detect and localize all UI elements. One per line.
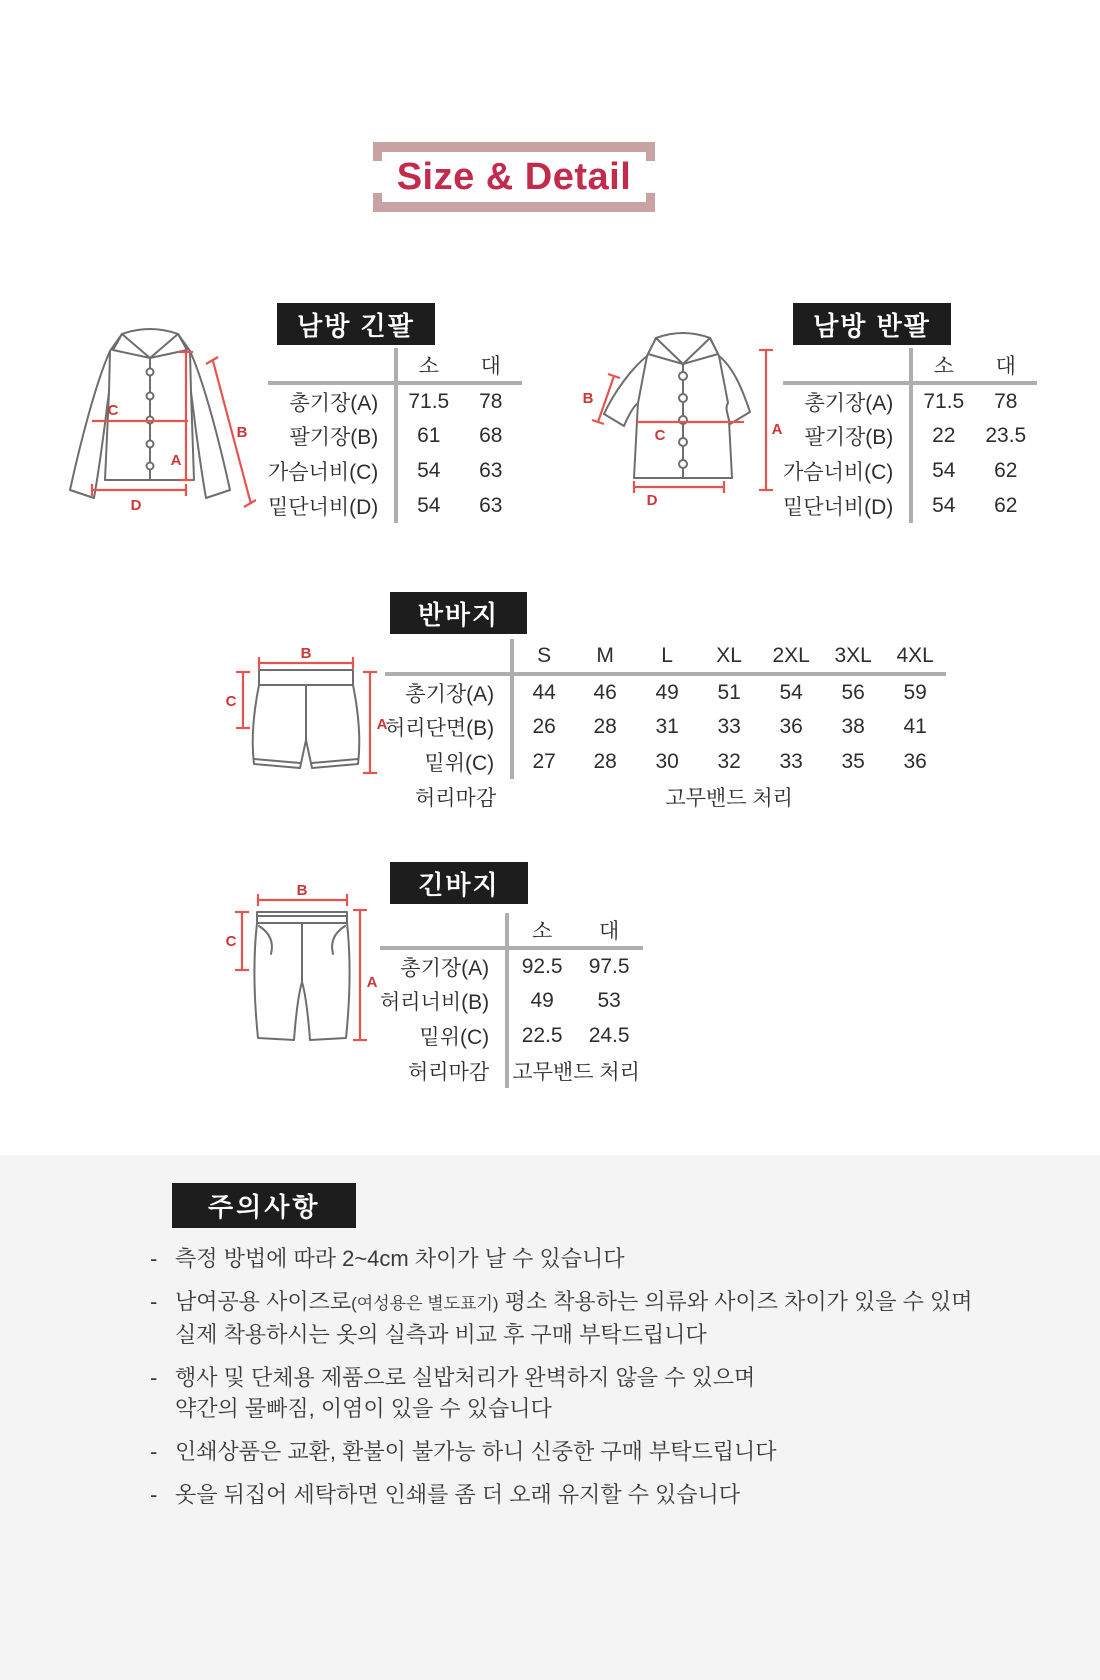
row-label: 총기장(A) — [804, 391, 894, 415]
column-header: L — [636, 639, 698, 674]
table-row — [783, 488, 1037, 523]
size-value: 54 — [396, 488, 459, 523]
measure-label-a: A — [376, 716, 388, 733]
size-value: 23.5 — [985, 423, 1027, 447]
table-row — [268, 453, 522, 488]
size-value: 32 — [717, 749, 741, 773]
measure-label-a: A — [366, 974, 378, 991]
size-table — [380, 913, 643, 1088]
size-value: 51 — [717, 680, 741, 704]
table-row — [268, 488, 522, 523]
shorts-table-mount — [385, 639, 946, 814]
column-header: 2XL — [760, 639, 822, 674]
column-header: 소 — [911, 348, 974, 383]
notice-segment: 약간의 물빠짐, 이염이 있을 수 있습니다 — [175, 1396, 552, 1421]
size-value: 35 — [841, 749, 865, 773]
table-row — [380, 983, 643, 1018]
size-value: 54 — [911, 453, 974, 488]
row-label: 팔기장(B) — [804, 425, 894, 449]
notice-segment: 평소 착용하는 의류와 사이즈 차이가 있을 수 있며 — [498, 1289, 973, 1314]
size-value: 33 — [779, 749, 803, 773]
notice-line — [175, 1436, 776, 1467]
frame-corner — [646, 152, 655, 161]
table-row — [380, 1018, 643, 1053]
row-label: 밑단너비(D) — [268, 495, 379, 519]
size-value: 22 — [911, 418, 974, 453]
bullet-dash: - — [150, 1482, 158, 1507]
notice-item — [150, 1243, 1070, 1274]
size-value: 49 — [507, 983, 575, 1018]
measure-label-b: B — [236, 424, 248, 441]
size-value: 33 — [717, 714, 741, 738]
notice-text — [175, 1286, 973, 1350]
measure-label-c: C — [225, 693, 237, 710]
frame-bar-bottom — [373, 202, 655, 212]
table-row — [385, 709, 946, 744]
frame-bar-top — [373, 142, 655, 152]
notice-segment: 인쇄상품은 교환, 환불이 불가능 하니 신중한 구매 부탁드립니다 — [175, 1439, 777, 1464]
frame-corner — [373, 152, 382, 161]
section-header-shirt-long: 남방 긴팔 — [277, 303, 435, 345]
size-value: 59 — [903, 680, 927, 704]
size-value: 61 — [396, 418, 459, 453]
size-value: 38 — [841, 714, 865, 738]
long-sleeve-shirt-diagram — [46, 294, 256, 526]
measure-label-d: D — [646, 492, 658, 509]
table-row — [385, 744, 946, 779]
size-value: 92.5 — [507, 948, 575, 983]
table-corner-cell — [268, 348, 396, 383]
table-row — [783, 418, 1037, 453]
table-row — [385, 674, 946, 709]
notice-segment: 행사 및 단체용 제품으로 실밥처리가 완벽하지 않을 수 있으며 — [175, 1365, 756, 1390]
size-value: 30 — [655, 749, 679, 773]
shorts-diagram — [220, 640, 392, 782]
footer-label: 허리마감 — [414, 786, 497, 810]
row-label: 가슴너비(C) — [783, 460, 894, 484]
table-row — [268, 383, 522, 418]
size-value: 36 — [903, 749, 927, 773]
column-header: 3XL — [822, 639, 884, 674]
table-header-row — [380, 913, 643, 948]
notice-segment: 남여공용 사이즈로 — [175, 1289, 352, 1314]
row-label: 밑단너비(D) — [783, 495, 894, 519]
notice-text — [175, 1479, 740, 1510]
notice-line — [175, 1479, 740, 1510]
frame-corner — [373, 193, 382, 202]
row-label: 가슴너비(C) — [268, 460, 379, 484]
measure-label-b: B — [582, 390, 594, 407]
pants-table-mount — [380, 913, 643, 1088]
size-value: 44 — [512, 674, 574, 709]
table-corner-cell — [783, 348, 911, 383]
notice-line — [175, 1362, 755, 1393]
measure-label-c: C — [654, 427, 666, 444]
size-value: 28 — [593, 714, 617, 738]
row-label: 허리너비(B) — [380, 990, 490, 1014]
notice-item — [150, 1436, 1070, 1467]
row-label: 팔기장(B) — [289, 425, 379, 449]
table-header-row — [268, 348, 522, 383]
notice-line — [175, 1243, 624, 1274]
notice-text — [175, 1362, 755, 1424]
table-row — [268, 418, 522, 453]
size-value: 26 — [512, 709, 574, 744]
shirt-long-table-mount — [268, 348, 522, 523]
notice-item — [150, 1479, 1070, 1510]
title-frame — [373, 142, 655, 212]
column-header: 대 — [974, 348, 1037, 383]
table-row — [380, 948, 643, 983]
column-header: S — [512, 639, 574, 674]
notice-segment: (여성용은 별도표기) — [351, 1294, 499, 1313]
table-header-row — [783, 348, 1037, 383]
size-value: 49 — [655, 680, 679, 704]
size-value: 71.5 — [911, 383, 974, 418]
column-header: XL — [698, 639, 760, 674]
notice-list — [150, 1243, 1070, 1522]
measure-label-a: A — [170, 452, 182, 469]
notice-line — [175, 1319, 973, 1350]
size-table — [783, 348, 1037, 523]
size-value: 97.5 — [588, 954, 630, 978]
size-value: 54 — [911, 488, 974, 523]
bullet-dash: - — [150, 1439, 158, 1464]
size-table — [268, 348, 522, 523]
bullet-dash: - — [150, 1289, 158, 1314]
notice-item — [150, 1286, 1070, 1350]
footer-value: 고무밴드 처리 — [507, 1053, 643, 1088]
measure-label-d: D — [130, 497, 142, 514]
size-value: 63 — [479, 493, 503, 517]
section-header-shirt-short: 남방 반팔 — [793, 303, 951, 345]
table-footer-row — [380, 1053, 643, 1088]
notice-segment: 옷을 뒤집어 세탁하면 인쇄를 좀 더 오래 유지할 수 있습니다 — [175, 1482, 741, 1507]
column-header: 대 — [575, 913, 643, 948]
size-value: 31 — [655, 714, 679, 738]
size-value: 62 — [994, 493, 1018, 517]
footer-value: 고무밴드 처리 — [665, 786, 793, 810]
row-label: 밑위(C) — [419, 1025, 490, 1049]
column-header: 소 — [396, 348, 459, 383]
table-corner-cell — [385, 639, 512, 674]
table-row — [783, 453, 1037, 488]
size-value: 41 — [903, 714, 927, 738]
size-value: 78 — [479, 389, 503, 413]
notice-line — [175, 1286, 973, 1319]
section-header-shorts: 반바지 — [390, 592, 527, 634]
size-value: 22.5 — [507, 1018, 575, 1053]
size-value: 28 — [593, 749, 617, 773]
footer-label: 허리마감 — [407, 1060, 490, 1084]
row-label: 총기장(A) — [289, 391, 379, 415]
size-value: 56 — [841, 680, 865, 704]
measure-label-c: C — [107, 402, 119, 419]
size-value: 62 — [994, 458, 1018, 482]
column-header: 소 — [507, 913, 575, 948]
column-header: 4XL — [884, 639, 946, 674]
size-value: 36 — [779, 714, 803, 738]
notice-item — [150, 1362, 1070, 1424]
notice-segment: 실제 착용하시는 옷의 실측과 비교 후 구매 부탁드립니다 — [175, 1322, 707, 1347]
measure-label-b: B — [296, 882, 308, 899]
table-footer-row — [385, 779, 946, 814]
measure-label-b: B — [300, 645, 312, 662]
size-value: 53 — [597, 988, 621, 1012]
row-label: 총기장(A) — [405, 682, 495, 706]
frame-corner — [646, 193, 655, 202]
size-value: 78 — [994, 389, 1018, 413]
notice-title: 주의사항 — [172, 1183, 356, 1228]
shirt-short-table-mount — [783, 348, 1037, 523]
measure-label-c: C — [225, 933, 237, 950]
row-label: 허리단면(B) — [385, 716, 495, 740]
notice-segment: 측정 방법에 따라 2~4cm 차이가 날 수 있습니다 — [175, 1246, 625, 1271]
measure-label-a: A — [771, 421, 783, 438]
section-header-pants: 긴바지 — [390, 862, 528, 904]
size-value: 63 — [479, 458, 503, 482]
size-value: 68 — [479, 423, 503, 447]
notice-text — [175, 1243, 624, 1274]
bullet-dash: - — [150, 1246, 158, 1271]
size-value: 71.5 — [396, 383, 459, 418]
page-title: Size & Detail — [396, 156, 632, 198]
size-value: 54 — [779, 680, 803, 704]
size-value: 24.5 — [588, 1023, 630, 1047]
table-corner-cell — [380, 913, 507, 948]
row-label: 밑위(C) — [424, 751, 495, 775]
column-header: M — [574, 639, 636, 674]
bullet-dash: - — [150, 1365, 158, 1390]
pants-diagram — [220, 874, 392, 1046]
notice-section — [0, 1155, 1100, 1680]
size-value: 54 — [396, 453, 459, 488]
column-header: 대 — [459, 348, 522, 383]
short-sleeve-shirt-diagram — [548, 306, 788, 511]
table-header-row — [385, 639, 946, 674]
size-table — [385, 639, 946, 814]
table-row — [783, 383, 1037, 418]
row-label: 총기장(A) — [400, 956, 490, 980]
size-value: 46 — [593, 680, 617, 704]
notice-line — [175, 1393, 755, 1424]
size-value: 27 — [512, 744, 574, 779]
notice-text — [175, 1436, 776, 1467]
